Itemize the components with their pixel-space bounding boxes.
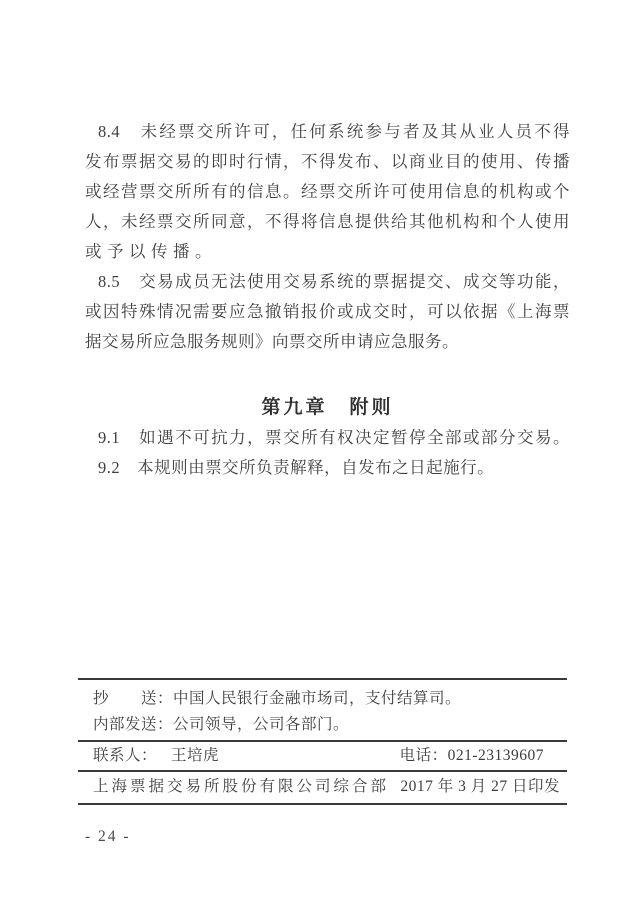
page-number: - 24 - (85, 828, 131, 845)
cc-value: 中国人民银行金融市场司，支付结算司。 (173, 690, 462, 707)
internal-value: 公司领导，公司各部门。 (173, 716, 350, 733)
clause-8-5-line-3: 据交易所应急服务规则》向票交所申请应急服务。 (85, 332, 459, 351)
clause-9-1 (85, 423, 570, 453)
issuer-name: 上海票据交易所股份有限公司综合部 (93, 778, 390, 795)
clause-8-4-line-3: 或经营票交所所有的信息。经票交所许可使用信息的机构或个 (85, 182, 570, 201)
clause-8-4 (85, 117, 570, 267)
clause-8-5 (85, 267, 570, 357)
internal-label: 内部发送： (93, 716, 174, 733)
phone-label: 电话： (399, 747, 448, 764)
footer-row-internal (78, 712, 567, 742)
clause-9-1-line: 9.1 如遇不可抗力，票交所有权决定暂停全部或部分交易。 (98, 428, 570, 447)
contact-label: 联系人： (93, 747, 158, 764)
cc-label: 抄 送： (93, 690, 174, 707)
footer-row-contact (78, 742, 567, 772)
clause-8-5-line-2: 或因特殊情况需要应急撤销报价或成交时，可以依据《上海票 (85, 302, 570, 321)
clause-9-2-line: 9.2 本规则由票交所负责解释，自发布之日起施行。 (98, 458, 495, 477)
clause-8-4-line-4: 人，未经票交所同意，不得将信息提供给其他机构和个人使用 (85, 212, 570, 231)
clause-9-2 (85, 453, 570, 483)
clause-8-4-line-5: 或予以传播。 (85, 242, 217, 261)
document-body (85, 117, 570, 483)
contact-cell (93, 742, 219, 770)
document-footer (78, 678, 567, 805)
footer-row-issuer (78, 772, 567, 803)
footer-row-cc (78, 680, 567, 712)
clause-8-5-line-1: 8.5 交易成员无法使用交易系统的票据提交、成交等功能， (98, 272, 570, 291)
issue-date: 2017 年 3 月 27 日印发 (400, 778, 560, 795)
phone-cell (400, 742, 544, 770)
phone-number: 021-23139607 (447, 747, 544, 764)
contact-name: 王培虎 (171, 747, 220, 764)
clause-8-4-line-1: 8.4 未经票交所许可，任何系统参与者及其从业人员不得 (98, 122, 570, 141)
clause-8-4-line-2: 发布票据交易的即时行情，不得发布、以商业目的使用、传播 (85, 152, 570, 171)
chapter-9-heading: 第九章 附则 (261, 397, 394, 418)
